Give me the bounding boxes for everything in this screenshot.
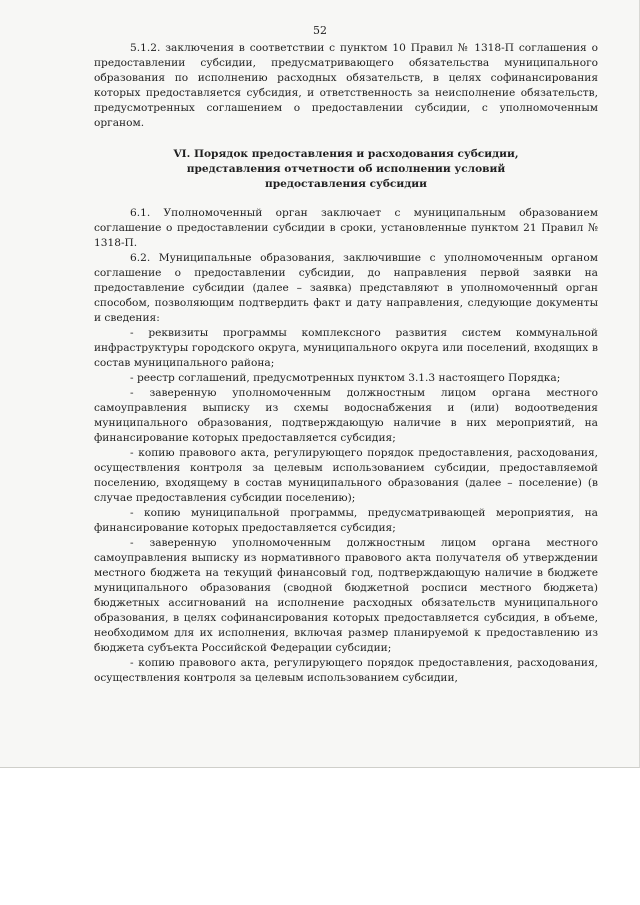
document-body (94, 41, 598, 686)
section-heading-line-3: предоставления субсидии (265, 178, 427, 190)
list-item-water-scheme-extract: - заверенную уполномоченным должностным лицом органа местного самоуправления выписку из схемы водоснабжения и (или) водоотведения муниципального образования, подтверждающую наличие в них мероприятий, на финансирование которых предоставляется субсидия; (94, 387, 598, 444)
page-number: 52 (313, 24, 327, 37)
list-item-agreements-registry: - реестр соглашений, предусмотренных пунктом 3.1.3 настоящего Порядка; (130, 372, 561, 384)
section-heading-line-1: VI. Порядок предоставления и расходования субсидии, (173, 148, 519, 160)
list-item-program-details: - реквизиты программы комплексного развития систем коммунальной инфраструктуры городского округа, муниципального округа или поселений, входящих в состав муниципального района; (94, 327, 598, 369)
list-item-settlement-legal-act: - копию правового акта, регулирующего порядок предоставления, расходования, осуществления контроля за целевым использованием субсидии, предоставляемой поселению, входящему в состав муниципального образования (далее – поселение) (в случае предоставления субсидии поселению); (94, 447, 598, 504)
section-heading-line-2: представления отчетности об исполнении условий (186, 163, 506, 175)
paragraph-6-1: 6.1. Уполномоченный орган заключает с муниципальным образованием соглашение о предоставлении субсидии в сроки, установленные пунктом 21 Правил № 1318-П. (94, 207, 598, 249)
list-item-municipal-program: - копию муниципальной программы, предусматривающей мероприятия, на финансирование которых предоставляется субсидия; (94, 507, 598, 534)
section-heading (94, 147, 598, 192)
list-item-legal-act-copy: - копию правового акта, регулирующего порядок предоставления, расходования, осуществления контроля за целевым использованием субсидии, (94, 657, 598, 684)
paragraph-5-1-2: 5.1.2. заключения в соответствии с пунктом 10 Правил № 1318-П соглашения о предоставлении субсидии, предусматривающего обязательства муниципального образования по исполнению расходных обязательств, в целях софинансирования которых предоставляется субсидия, и ответственность за неисполнение обязательств, предусмотренных соглашением о предоставлении субсидии, с уполномоченным органом. (94, 42, 598, 129)
paragraph-6-2: 6.2. Муниципальные образования, заключившие с уполномоченным органом соглашение о предоставлении субсидии, до направления первой заявки на предоставление субсидии (далее – заявка) представляют в уполномоченный орган способом, позволяющим подтвердить факт и дату направления, следующие документы и сведения: (94, 252, 598, 324)
list-item-budget-extract: - заверенную уполномоченным должностным лицом органа местного самоуправления выписку из нормативного правового акта получателя об утверждении местного бюджета на текущий финансовый год, подтверждающую наличие в бюджете муниципального образования (сводной бюджетной росписи местного бюджета) бюджетных ассигнований на исполнение расходных обязательств муниципального образования, в целях софинансирования которых предоставляется субсидия, в объеме, необходимом для их исполнения, включая размер планируемой к предоставлению из бюджета субъекта Российской Федерации субсидии; (94, 537, 598, 654)
